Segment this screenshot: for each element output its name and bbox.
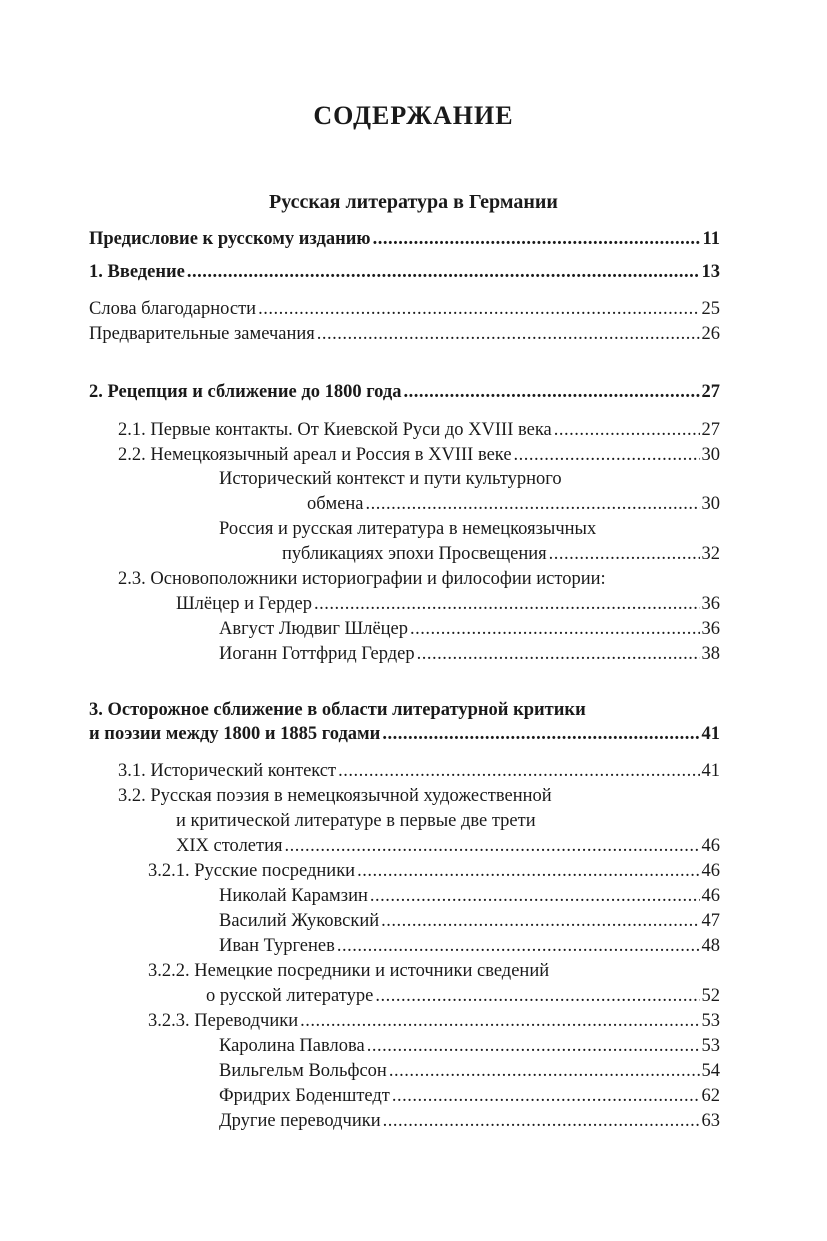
toc-entry-page: 36 [701,594,720,614]
toc-entry-page: 48 [701,936,720,956]
toc-entry-page: 25 [701,299,720,319]
toc-leader [403,380,699,404]
toc-entry-page: 46 [701,861,720,881]
toc-entry[interactable] [176,834,720,858]
toc-entry-title: 3.2.1. Русские посредники [148,861,356,881]
toc-leader [367,1034,700,1058]
toc-leader [285,834,700,858]
toc-entry[interactable] [148,1009,720,1033]
toc-entry-title-cont: Шлёцер и Гердер [176,594,312,614]
toc-entry-page: 63 [701,1111,720,1131]
toc-entry[interactable] [118,443,720,467]
toc-entry-page: 41 [701,724,720,744]
toc-leader [383,1109,700,1133]
toc-entry-title: 2.1. Первые контакты. От Киевской Руси до XVIII века [118,420,552,440]
toc-entry[interactable] [219,642,720,666]
toc-entry[interactable] [118,759,720,783]
toc-entry[interactable] [89,297,720,321]
toc-entry-page: 46 [701,836,720,856]
toc-entry[interactable] [219,1034,720,1058]
toc-entry-title: 3.2.3. Переводчики [148,1011,299,1031]
toc-leader [258,297,699,321]
toc-entry-title-cont: обмена [307,494,364,514]
toc-entry[interactable] [89,322,720,346]
toc-entry[interactable] [219,1059,720,1083]
toc-entry-title-cont: публикациях эпохи Просвещения [282,544,547,564]
toc-entry[interactable] [219,884,720,908]
toc-entry[interactable] [118,418,720,442]
toc-entry-title: Василий Жуковский [219,911,380,931]
toc-leader [392,1084,700,1108]
toc-entry[interactable] [148,859,720,883]
toc-entry-title: Предисловие к русскому изданию [89,229,371,249]
toc-entry-title: 3. Осторожное сближение в области литературной критики [89,700,586,720]
toc-entry-title-cont: и поэзии между 1800 и 1885 годами [89,724,381,744]
toc-entry-title: Иван Тургенев [219,936,335,956]
toc-entry-title-cont: и критической литературе в первые две трети [176,811,536,831]
toc-entry-page: 54 [701,1061,720,1081]
toc-entry[interactable] [219,934,720,958]
toc-leader [549,542,700,566]
toc-entry-title: 1. Введение [89,262,185,282]
toc-leader [382,722,699,746]
toc-leader [373,227,701,251]
toc-entry-page: 30 [701,445,720,465]
toc-entry-title: Россия и русская литература в немецкоязычных [219,519,597,539]
toc-entry-title: 2.3. Основоположники историографии и философии истории: [118,569,606,589]
toc-entry-title: Исторический контекст и пути культурного [219,469,562,489]
toc-entry[interactable] [307,492,720,516]
toc-entry-title: Фридрих Боденштедт [219,1086,390,1106]
page-title: СОДЕРЖАНИЕ [313,101,514,130]
toc-entry[interactable] [219,617,720,641]
toc-entry[interactable] [282,542,720,566]
toc-leader [417,642,700,666]
toc-entry-page: 27 [701,420,720,440]
toc-entry-title: 3.1. Исторический контекст [118,761,337,781]
toc-leader [410,617,699,641]
toc-leader [366,492,700,516]
toc-entry-page: 36 [701,619,720,639]
toc-entry[interactable] [219,909,720,933]
toc-entry-title: 3.2. Русская поэзия в немецкоязычной художественной [118,786,552,806]
toc-entry-title: 2.2. Немецкоязычный ареал и Россия в XVIII веке [118,445,512,465]
toc-entry[interactable] [219,1084,720,1108]
toc-leader [317,322,700,346]
toc-entry-title: Другие переводчики [219,1111,381,1131]
toc-entry-page: 30 [701,494,720,514]
toc-entry[interactable] [89,227,720,251]
toc-leader [187,260,700,284]
toc-entry-page: 47 [701,911,720,931]
toc-entry-page: 62 [701,1086,720,1106]
toc-entry[interactable] [176,592,720,616]
toc-entry-title: Иоганн Готтфрид Гердер [219,644,415,664]
toc-entry-page: 53 [701,1011,720,1031]
toc-entry-title: Предварительные замечания [89,324,315,344]
toc-leader [357,859,699,883]
toc-leader [338,759,699,783]
toc-entry[interactable] [206,984,720,1008]
toc-leader [314,592,700,616]
toc-entry[interactable] [89,380,720,404]
toc-entry-title: Август Людвиг Шлёцер [219,619,409,639]
toc-leader [381,909,699,933]
toc-entry[interactable] [89,722,720,746]
toc-leader [554,418,700,442]
toc-entry[interactable] [89,260,720,284]
toc-entry-title: Вильгельм Вольфсон [219,1061,387,1081]
toc-entry-title: Николай Карамзин [219,886,368,906]
toc-leader [337,934,700,958]
toc-entry-page: 27 [701,382,720,402]
toc-leader [389,1059,700,1083]
toc-entry-page: 11 [702,229,720,249]
toc-entry-page: 13 [701,262,720,282]
toc-entry-title: Слова благодарности [89,299,257,319]
toc-leader [375,984,699,1008]
toc-entry-page: 53 [701,1036,720,1056]
toc-entry-page: 32 [701,544,720,564]
toc-entry-title: Каролина Павлова [219,1036,365,1056]
toc-entry-title-cont: о русской литературе [206,986,374,1006]
toc-entry-title: 3.2.2. Немецкие посредники и источники сведений [148,961,550,981]
toc-entry-page: 52 [701,986,720,1006]
toc-entry-title: 2. Рецепция и сближение до 1800 года [89,382,402,402]
toc-entry[interactable] [219,1109,720,1133]
book-subtitle: Русская литература в Германии [269,191,558,213]
toc-entry-page: 46 [701,886,720,906]
toc-entry-title-cont: XIX столетия [176,836,283,856]
toc-entry-page: 41 [701,761,720,781]
toc-entry-page: 38 [701,644,720,664]
toc-leader [514,443,700,467]
toc-leader [300,1009,699,1033]
toc-leader [370,884,700,908]
toc-entry-page: 26 [701,324,720,344]
